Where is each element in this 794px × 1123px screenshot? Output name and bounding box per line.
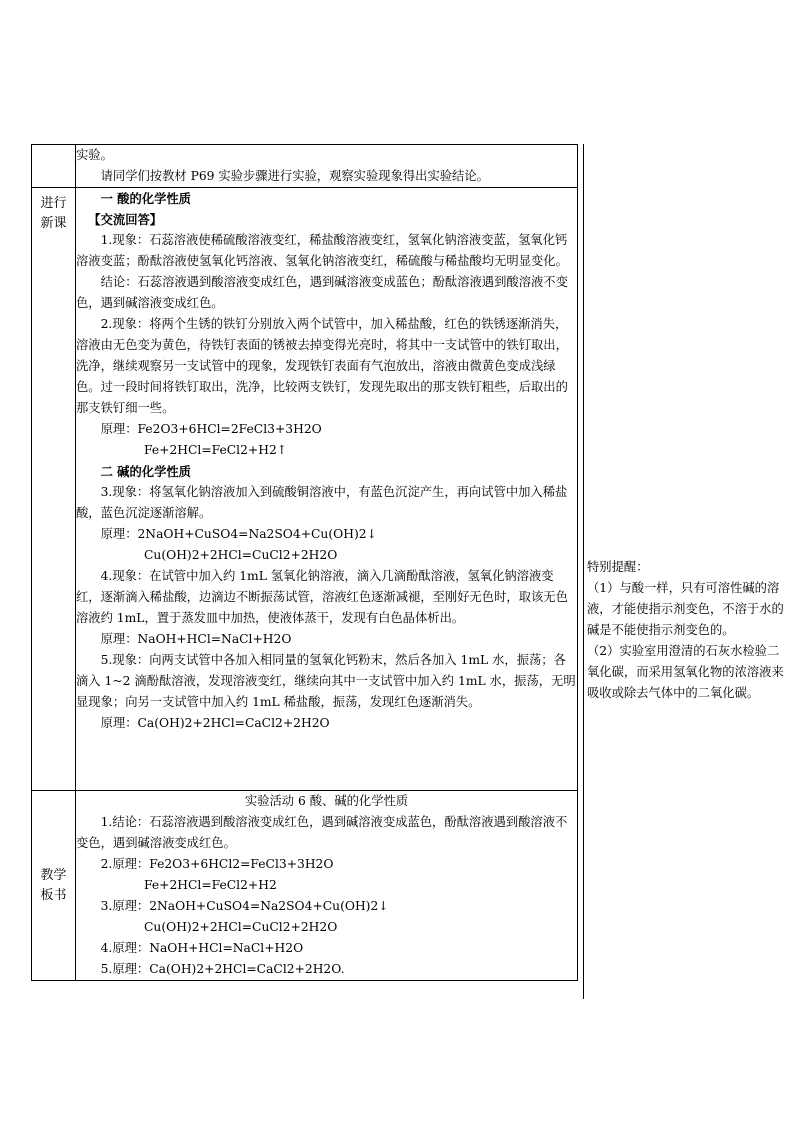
observation-2: 2.现象：将两个生锈的铁钉分别放入两个试管中，加入稀盐酸，红色的铁锈逐渐消失，溶液由无色变为黄色，待铁钉表面的锈被去掉变得光亮时，将其中一支试管中的铁钉取出，洗净，继续观察另一支试管中的现象，发现铁钉表面有气泡放出，溶液由微黄色变成浅绿色。过一段时间将铁钉取出，洗净，比较两支铁钉，发现先取出的那支铁钉粗些，后取出的那支铁钉细一些。: [76, 317, 568, 415]
board-item-3b: Cu(OH)2+2HCl=CuCl2+2H2O: [144, 920, 338, 934]
principle-2a: 原理：Fe2O3+6HCl=2FeCl3+3H2O: [100, 422, 322, 436]
special-reminder-note: [587, 557, 787, 704]
section-heading-acid: 一 酸的化学性质: [100, 191, 191, 206]
section-heading-base: 二 碱的化学性质: [100, 464, 191, 479]
intro-line-1: 实验。: [76, 148, 113, 162]
label-line: 板书: [40, 887, 67, 903]
board-item-4: 4.原理：NaOH+HCl=NaCl+H2O: [100, 941, 304, 955]
label-line: 进行: [40, 196, 67, 211]
lesson-table: [31, 144, 578, 981]
reminder-title: 特别提醒：: [587, 560, 649, 574]
observation-3: 3.现象：将氢氧化钠溶液加入到硫酸铜溶液中，有蓝色沉淀产生，再向试管中加入稀盐酸，蓝色沉淀逐渐溶解。: [76, 485, 568, 520]
row-label-new-lesson: [32, 188, 76, 791]
board-title: 实验活动 6 酸、碱的化学性质: [244, 794, 409, 808]
new-lesson-cell: [76, 188, 578, 791]
table-row: [32, 145, 578, 188]
principle-4: 原理：NaOH+HCl=NaCl+H2O: [100, 632, 292, 646]
reminder-note-1: （1）与酸一样，只有可溶性碱的溶液，才能使指示剂变色，不溶于水的碱是不能使指示剂变色的。: [587, 581, 784, 637]
board-item-5: 5.原理：Ca(OH)2+2HCl=CaCl2+2H2O.: [100, 962, 345, 976]
principle-5: 原理：Ca(OH)2+2HCl=CaCl2+2H2O: [100, 716, 330, 730]
board-item-1: 1.结论：石蕊溶液遇到酸溶液变成红色，遇到碱溶液变成蓝色，酚酞溶液遇到酸溶液不变色，遇到碱溶液变成红色。: [76, 815, 568, 850]
table-row: [32, 791, 578, 981]
principle-3b: Cu(OH)2+2HCl=CuCl2+2H2O: [144, 548, 338, 562]
intro-cell: [76, 145, 578, 188]
board-cell: [76, 791, 578, 981]
observation-5: 5.现象：向两支试管中各加入相同量的氢氧化钙粉末，然后各加入 1mL 水，振荡；各滴入 1~2 滴酚酞溶液，发现溶液变红，继续向其中一支试管中加入约 1mL 水，振荡，无明显现象；向另一支试管中加入约 1mL 稀盐酸，振荡，发现红色逐渐消失。: [76, 653, 576, 709]
table-row: [32, 188, 578, 791]
label-line: 新课: [40, 216, 67, 231]
reminder-note-2: （2）实验室用澄清的石灰水检验二氧化碳，而采用氢氧化物的浓溶液来吸收或除去气体中的二氧化碳。: [587, 644, 784, 700]
board-item-2a: 2.原理：Fe2O3+6HCl2=FeCl3+3H2O: [100, 857, 334, 871]
conclusion-1: 结论：石蕊溶液遇到酸溶液变成红色，遇到碱溶液变成蓝色；酚酞溶液遇到酸溶液不变色，遇到碱溶液变成红色。: [76, 275, 568, 310]
row-label-empty: [32, 145, 76, 188]
board-item-3a: 3.原理：2NaOH+CuSO4=Na2SO4+Cu(OH)2↓: [100, 899, 389, 913]
principle-2b: Fe+2HCl=FeCl2+H2↑: [144, 443, 288, 457]
side-column-divider: [583, 144, 584, 999]
board-item-2b: Fe+2HCl=FeCl2+H2: [144, 878, 277, 892]
observation-1: 1.现象：石蕊溶液使稀硫酸溶液变红，稀盐酸溶液变红，氢氧化钠溶液变蓝，氢氧化钙溶液变蓝；酚酞溶液使氢氧化钙溶液、氢氧化钠溶液变红，稀硫酸与稀盐酸均无明显变化。: [76, 233, 568, 268]
exchange-heading: 【交流回答】: [88, 212, 163, 227]
row-label-board: [32, 791, 76, 981]
observation-4: 4.现象：在试管中加入约 1mL 氢氧化钠溶液，滴入几滴酚酞溶液，氢氧化钠溶液变红，逐渐滴入稀盐酸，边滴边不断振荡试管，溶液红色逐渐减褪，至刚好无色时，取该无色溶液约 1mL，置于蒸发皿中加热，使液体蒸干，发现有白色晶体析出。: [76, 569, 568, 625]
label-line: 教学: [40, 867, 67, 883]
intro-line-2: 请同学们按教材 P69 实验步骤进行实验，观察实验现象得出实验结论。: [100, 169, 489, 183]
principle-3a: 原理：2NaOH+CuSO4=Na2SO4+Cu(OH)2↓: [100, 527, 377, 541]
